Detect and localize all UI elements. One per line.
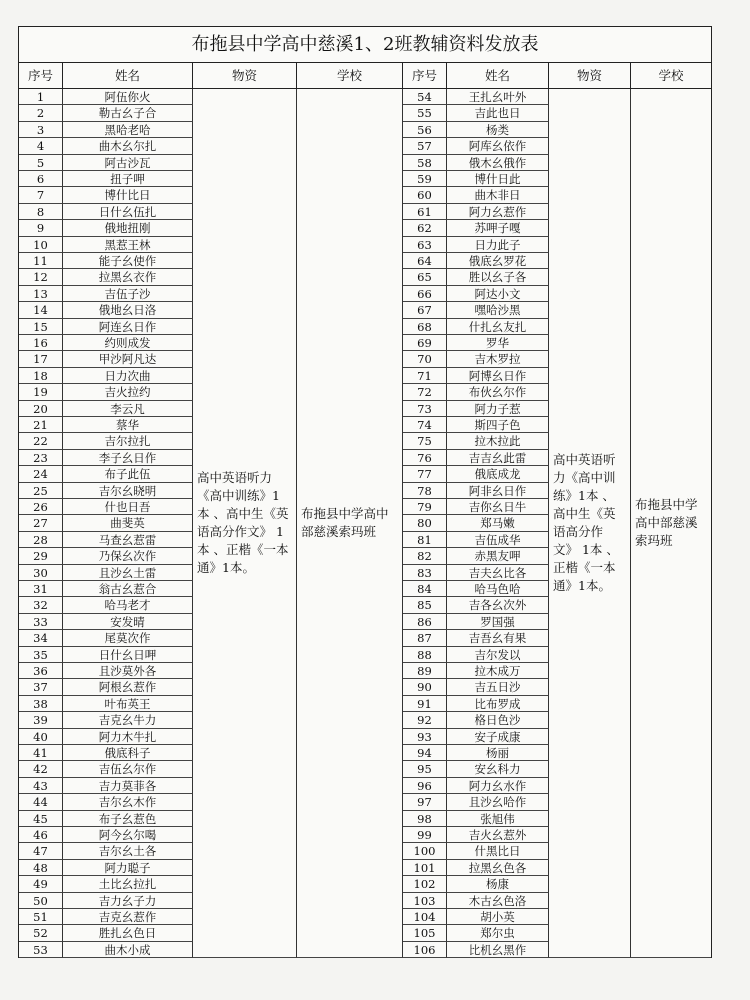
row-index: 17 bbox=[19, 351, 63, 367]
row-index: 56 bbox=[403, 122, 447, 138]
student-name: 吉吾幺有果 bbox=[447, 630, 549, 646]
row-index: 41 bbox=[19, 745, 63, 761]
student-name: 阿今幺尔喝 bbox=[63, 827, 193, 843]
student-name: 俄地扭刚 bbox=[63, 220, 193, 236]
student-name: 翁古幺惹合 bbox=[63, 581, 193, 597]
row-index: 100 bbox=[403, 843, 447, 859]
student-name: 土比幺拉扎 bbox=[63, 876, 193, 892]
student-name: 吉伍子沙 bbox=[63, 286, 193, 302]
row-index: 15 bbox=[19, 319, 63, 335]
school-cell-right bbox=[631, 89, 711, 958]
row-index: 104 bbox=[403, 909, 447, 925]
row-index: 42 bbox=[19, 761, 63, 777]
row-index: 73 bbox=[403, 401, 447, 417]
student-name: 阿博幺日作 bbox=[447, 368, 549, 384]
row-index: 65 bbox=[403, 269, 447, 285]
row-index: 89 bbox=[403, 663, 447, 679]
student-name: 且沙幺土雷 bbox=[63, 565, 193, 581]
student-name: 阿力幺惹作 bbox=[447, 204, 549, 220]
header-school-left: 学校 bbox=[297, 63, 403, 89]
row-index: 85 bbox=[403, 597, 447, 613]
row-index: 5 bbox=[19, 155, 63, 171]
student-name: 布子此伍 bbox=[63, 466, 193, 482]
student-name: 李云凡 bbox=[63, 401, 193, 417]
student-name: 安发晴 bbox=[63, 614, 193, 630]
header-material-right: 物资 bbox=[549, 63, 631, 89]
student-name: 张旭伟 bbox=[447, 811, 549, 827]
student-name: 俄地幺日洛 bbox=[63, 302, 193, 318]
student-name: 阿力聪子 bbox=[63, 860, 193, 876]
student-name: 且沙幺哈作 bbox=[447, 794, 549, 810]
row-index: 62 bbox=[403, 220, 447, 236]
student-name: 吉尔幺晓明 bbox=[63, 483, 193, 499]
row-index: 66 bbox=[403, 286, 447, 302]
student-name: 吉吉幺此雷 bbox=[447, 450, 549, 466]
row-index: 75 bbox=[403, 433, 447, 449]
row-index: 68 bbox=[403, 319, 447, 335]
student-name: 阿根幺惹作 bbox=[63, 679, 193, 695]
student-name: 约则成发 bbox=[63, 335, 193, 351]
row-index: 90 bbox=[403, 679, 447, 695]
row-index: 64 bbox=[403, 253, 447, 269]
row-index: 31 bbox=[19, 581, 63, 597]
student-name: 吉尔发以 bbox=[447, 647, 549, 663]
row-index: 21 bbox=[19, 417, 63, 433]
row-index: 67 bbox=[403, 302, 447, 318]
student-name: 胜以幺子各 bbox=[447, 269, 549, 285]
student-name: 哈马色哈 bbox=[447, 581, 549, 597]
row-index: 10 bbox=[19, 237, 63, 253]
student-name: 吉火拉约 bbox=[63, 384, 193, 400]
student-name: 拉黑幺衣作 bbox=[63, 269, 193, 285]
student-name: 罗国强 bbox=[447, 614, 549, 630]
row-index: 19 bbox=[19, 384, 63, 400]
student-name: 俄底科子 bbox=[63, 745, 193, 761]
student-name: 吉力莫菲各 bbox=[63, 778, 193, 794]
row-index: 7 bbox=[19, 187, 63, 203]
row-index: 25 bbox=[19, 483, 63, 499]
row-index: 103 bbox=[403, 893, 447, 909]
row-index: 80 bbox=[403, 515, 447, 531]
school-text-left: 布拖县中学高中部慈溪索玛班 bbox=[301, 506, 389, 539]
student-name: 吉力幺子力 bbox=[63, 893, 193, 909]
row-index: 55 bbox=[403, 105, 447, 121]
student-name: 什黑比日 bbox=[447, 843, 549, 859]
row-index: 87 bbox=[403, 630, 447, 646]
row-index: 50 bbox=[19, 893, 63, 909]
row-index: 102 bbox=[403, 876, 447, 892]
student-name: 马查幺惹雷 bbox=[63, 532, 193, 548]
header-material-left: 物资 bbox=[193, 63, 297, 89]
student-name: 杨类 bbox=[447, 122, 549, 138]
row-index: 6 bbox=[19, 171, 63, 187]
student-name: 拉木拉此 bbox=[447, 433, 549, 449]
student-name: 赤黑友呷 bbox=[447, 548, 549, 564]
student-name: 罗华 bbox=[447, 335, 549, 351]
student-name: 吉尔幺木作 bbox=[63, 794, 193, 810]
row-index: 69 bbox=[403, 335, 447, 351]
row-index: 20 bbox=[19, 401, 63, 417]
row-index: 52 bbox=[19, 925, 63, 941]
row-index: 18 bbox=[19, 368, 63, 384]
student-name: 吉夫幺比各 bbox=[447, 565, 549, 581]
student-name: 日力次曲 bbox=[63, 368, 193, 384]
header-name-left: 姓名 bbox=[63, 63, 193, 89]
row-index: 3 bbox=[19, 122, 63, 138]
header-index-left: 序号 bbox=[19, 63, 63, 89]
student-name: 俄底成龙 bbox=[447, 466, 549, 482]
student-name: 哈马老才 bbox=[63, 597, 193, 613]
row-index: 45 bbox=[19, 811, 63, 827]
row-index: 11 bbox=[19, 253, 63, 269]
row-index: 49 bbox=[19, 876, 63, 892]
student-name: 蔡华 bbox=[63, 417, 193, 433]
student-name: 尾莫次作 bbox=[63, 630, 193, 646]
student-name: 阿连幺日作 bbox=[63, 319, 193, 335]
row-index: 79 bbox=[403, 499, 447, 515]
row-index: 14 bbox=[19, 302, 63, 318]
student-name: 勒古幺子合 bbox=[63, 105, 193, 121]
student-name: 吉克幺牛力 bbox=[63, 712, 193, 728]
row-index: 98 bbox=[403, 811, 447, 827]
row-index: 95 bbox=[403, 761, 447, 777]
student-name: 曲木非日 bbox=[447, 187, 549, 203]
row-index: 101 bbox=[403, 860, 447, 876]
row-index: 106 bbox=[403, 942, 447, 958]
row-index: 47 bbox=[19, 843, 63, 859]
row-index: 76 bbox=[403, 450, 447, 466]
row-index: 38 bbox=[19, 696, 63, 712]
row-index: 63 bbox=[403, 237, 447, 253]
row-index: 84 bbox=[403, 581, 447, 597]
student-name: 阿伍你火 bbox=[63, 89, 193, 105]
row-index: 60 bbox=[403, 187, 447, 203]
student-name: 木古幺色洛 bbox=[447, 893, 549, 909]
student-name: 曲斐英 bbox=[63, 515, 193, 531]
student-name: 布伙幺尔作 bbox=[447, 384, 549, 400]
student-name: 吉各幺次外 bbox=[447, 597, 549, 613]
student-name: 曲木小成 bbox=[63, 942, 193, 958]
material-cell-right bbox=[549, 89, 631, 958]
header-school-right: 学校 bbox=[631, 63, 711, 89]
student-name: 王扎幺叶外 bbox=[447, 89, 549, 105]
row-index: 81 bbox=[403, 532, 447, 548]
student-name: 日力此子 bbox=[447, 237, 549, 253]
row-index: 43 bbox=[19, 778, 63, 794]
sheet-title: 布拖县中学高中慈溪1、2班教辅资料发放表 bbox=[19, 27, 711, 63]
student-name: 阿库幺依作 bbox=[447, 138, 549, 154]
header-index-right: 序号 bbox=[403, 63, 447, 89]
row-index: 82 bbox=[403, 548, 447, 564]
student-name: 吉尔幺土各 bbox=[63, 843, 193, 859]
row-index: 99 bbox=[403, 827, 447, 843]
row-index: 54 bbox=[403, 89, 447, 105]
student-name: 什扎幺友扎 bbox=[447, 319, 549, 335]
material-text-left: 高中英语听力《高中训练》1本 、高中生《英语高分作文》 1本 、正楷《一本通》1本。 bbox=[197, 470, 289, 575]
student-name: 比布罗成 bbox=[447, 696, 549, 712]
student-name: 曲木幺尔扎 bbox=[63, 138, 193, 154]
student-name: 且沙莫外各 bbox=[63, 663, 193, 679]
row-index: 96 bbox=[403, 778, 447, 794]
row-index: 94 bbox=[403, 745, 447, 761]
student-name: 胜扎幺色日 bbox=[63, 925, 193, 941]
student-name: 拉黑幺色各 bbox=[447, 860, 549, 876]
student-name: 什也日吾 bbox=[63, 499, 193, 515]
student-name: 吉伍幺尔作 bbox=[63, 761, 193, 777]
student-name: 吉五日沙 bbox=[447, 679, 549, 695]
row-index: 74 bbox=[403, 417, 447, 433]
student-name: 吉尔拉扎 bbox=[63, 433, 193, 449]
row-index: 39 bbox=[19, 712, 63, 728]
row-index: 61 bbox=[403, 204, 447, 220]
row-index: 8 bbox=[19, 204, 63, 220]
student-name: 比机幺黑作 bbox=[447, 942, 549, 958]
student-name: 斯四子色 bbox=[447, 417, 549, 433]
student-name: 李子幺日作 bbox=[63, 450, 193, 466]
student-name: 吉木罗拉 bbox=[447, 351, 549, 367]
student-name: 杨康 bbox=[447, 876, 549, 892]
row-index: 53 bbox=[19, 942, 63, 958]
row-index: 46 bbox=[19, 827, 63, 843]
student-name: 吉火幺惹外 bbox=[447, 827, 549, 843]
student-name: 俄木幺俄作 bbox=[447, 155, 549, 171]
student-name: 吉伍成华 bbox=[447, 532, 549, 548]
row-index: 1 bbox=[19, 89, 63, 105]
material-cell-left bbox=[193, 89, 297, 958]
row-index: 9 bbox=[19, 220, 63, 236]
student-name: 扭子呷 bbox=[63, 171, 193, 187]
row-index: 71 bbox=[403, 368, 447, 384]
student-name: 黑哈老哈 bbox=[63, 122, 193, 138]
row-index: 59 bbox=[403, 171, 447, 187]
student-name: 拉木成万 bbox=[447, 663, 549, 679]
student-name: 吉此也日 bbox=[447, 105, 549, 121]
school-text-right: 布拖县中学高中部慈溪索玛班 bbox=[635, 497, 698, 548]
student-name: 阿达小文 bbox=[447, 286, 549, 302]
student-name: 阿力幺水作 bbox=[447, 778, 549, 794]
student-name: 安子成康 bbox=[447, 729, 549, 745]
student-name: 博什日此 bbox=[447, 171, 549, 187]
student-name: 杨丽 bbox=[447, 745, 549, 761]
row-index: 78 bbox=[403, 483, 447, 499]
row-index: 16 bbox=[19, 335, 63, 351]
student-name: 俄底幺罗花 bbox=[447, 253, 549, 269]
row-index: 72 bbox=[403, 384, 447, 400]
student-name: 黑惹王林 bbox=[63, 237, 193, 253]
row-index: 24 bbox=[19, 466, 63, 482]
row-index: 36 bbox=[19, 663, 63, 679]
student-name: 安幺科力 bbox=[447, 761, 549, 777]
row-index: 2 bbox=[19, 105, 63, 121]
student-name: 胡小英 bbox=[447, 909, 549, 925]
student-name: 格日色沙 bbox=[447, 712, 549, 728]
row-index: 48 bbox=[19, 860, 63, 876]
row-index: 33 bbox=[19, 614, 63, 630]
school-cell-left bbox=[297, 89, 403, 958]
student-name: 吉克幺惹作 bbox=[63, 909, 193, 925]
row-index: 23 bbox=[19, 450, 63, 466]
student-name: 郑马嫩 bbox=[447, 515, 549, 531]
distribution-sheet bbox=[18, 26, 712, 958]
row-index: 97 bbox=[403, 794, 447, 810]
student-name: 阿力木牛扎 bbox=[63, 729, 193, 745]
student-name: 能子幺使作 bbox=[63, 253, 193, 269]
row-index: 29 bbox=[19, 548, 63, 564]
row-index: 34 bbox=[19, 630, 63, 646]
student-name: 布子幺惹色 bbox=[63, 811, 193, 827]
row-index: 86 bbox=[403, 614, 447, 630]
row-index: 77 bbox=[403, 466, 447, 482]
row-index: 28 bbox=[19, 532, 63, 548]
row-index: 35 bbox=[19, 647, 63, 663]
student-name: 嘿哈沙黑 bbox=[447, 302, 549, 318]
row-index: 88 bbox=[403, 647, 447, 663]
row-index: 70 bbox=[403, 351, 447, 367]
row-index: 83 bbox=[403, 565, 447, 581]
row-index: 30 bbox=[19, 565, 63, 581]
row-index: 37 bbox=[19, 679, 63, 695]
row-index: 32 bbox=[19, 597, 63, 613]
student-name: 日什幺日呷 bbox=[63, 647, 193, 663]
row-index: 51 bbox=[19, 909, 63, 925]
student-name: 郑尔虫 bbox=[447, 925, 549, 941]
student-name: 日什幺伍扎 bbox=[63, 204, 193, 220]
row-index: 26 bbox=[19, 499, 63, 515]
student-name: 苏呷子嘎 bbox=[447, 220, 549, 236]
row-index: 22 bbox=[19, 433, 63, 449]
row-index: 12 bbox=[19, 269, 63, 285]
material-text-right: 高中英语听力《高中训练》1本 、 高中生《英语高分作文》 1本 、正楷《一本通》1本。 bbox=[553, 452, 619, 593]
row-index: 58 bbox=[403, 155, 447, 171]
row-index: 44 bbox=[19, 794, 63, 810]
header-name-right: 姓名 bbox=[447, 63, 549, 89]
row-index: 91 bbox=[403, 696, 447, 712]
student-name: 博什比日 bbox=[63, 187, 193, 203]
row-index: 93 bbox=[403, 729, 447, 745]
row-index: 13 bbox=[19, 286, 63, 302]
row-index: 92 bbox=[403, 712, 447, 728]
row-index: 4 bbox=[19, 138, 63, 154]
row-index: 40 bbox=[19, 729, 63, 745]
row-index: 57 bbox=[403, 138, 447, 154]
student-name: 叶布英王 bbox=[63, 696, 193, 712]
student-name: 阿非幺日作 bbox=[447, 483, 549, 499]
student-name: 乃保幺次作 bbox=[63, 548, 193, 564]
row-index: 27 bbox=[19, 515, 63, 531]
row-index: 105 bbox=[403, 925, 447, 941]
student-name: 甲沙阿凡达 bbox=[63, 351, 193, 367]
student-name: 吉你幺日牛 bbox=[447, 499, 549, 515]
student-name: 阿力子惹 bbox=[447, 401, 549, 417]
student-name: 阿古沙瓦 bbox=[63, 155, 193, 171]
